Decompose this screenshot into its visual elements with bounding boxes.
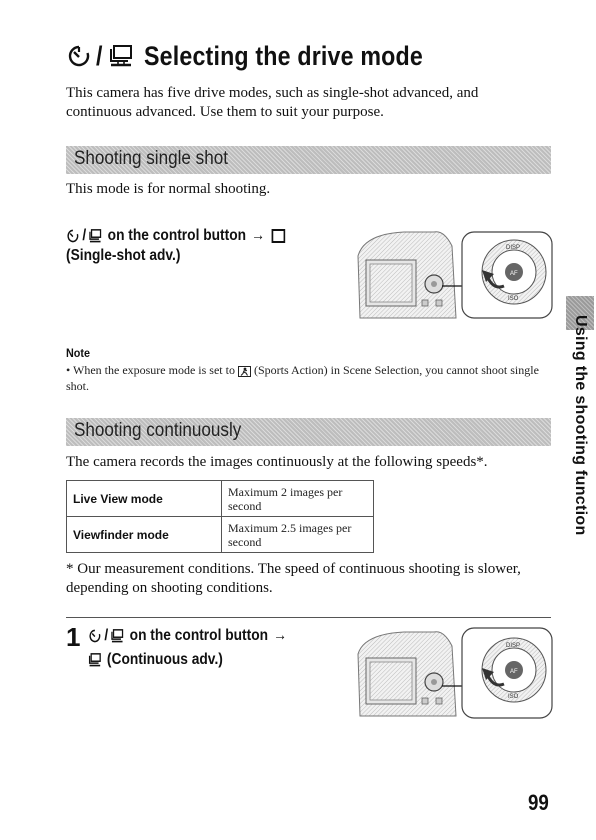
divider [66, 617, 551, 618]
step-mode-label: (Single-shot adv.) [66, 247, 181, 264]
camera-back-illustration [344, 626, 554, 724]
section-band-single-shot [66, 146, 551, 174]
note-text-after: (Sports Action) in Scene Selection, you cannot shoot single shot. [66, 363, 539, 393]
continuous-shooting-icon [88, 652, 102, 668]
continuous-step [66, 624, 320, 670]
dial-center-label: AF [510, 669, 518, 675]
table-cell-mode: Viewfinder mode [67, 517, 222, 553]
table-cell-speed: Maximum 2.5 images per second [222, 517, 374, 553]
section-band-continuous [66, 418, 551, 446]
step-separator: / [104, 627, 109, 644]
self-timer-icon [88, 628, 102, 644]
dial-bottom-label: ISO [508, 694, 519, 700]
self-timer-icon [66, 43, 92, 69]
intro-text: This camera has five drive modes, such as single-shot advanced, and continuous advanced. Use them to suit your purpose. [66, 85, 479, 120]
page-title-row [66, 38, 468, 74]
side-tab-text: Using the shooting function [572, 314, 589, 536]
note-body [66, 362, 546, 394]
speed-table [66, 480, 374, 553]
continuous-shooting-icon [111, 628, 125, 644]
table-row [67, 517, 374, 553]
continuous-description: The camera records the images continuously at the following speeds*. [66, 454, 488, 470]
step-arrow: → [273, 627, 288, 644]
dial-top-label: DISP [506, 245, 521, 251]
dial-center-label: AF [510, 271, 518, 277]
dial-top-label: DISP [506, 643, 521, 649]
title-separator: / [96, 40, 103, 71]
step-instruction: on the control button [130, 627, 269, 644]
side-tab-label [566, 314, 594, 536]
table-cell-speed: Maximum 2 images per second [222, 481, 374, 517]
self-timer-icon [66, 228, 80, 244]
section-heading-single-shot: Shooting single shot [74, 148, 229, 169]
step-number: 1 [66, 622, 81, 652]
page-number: 99 [528, 790, 549, 815]
step-instruction: on the control button [107, 227, 247, 244]
single-shot-description: This mode is for normal shooting. [66, 181, 271, 197]
dial-bottom-label: ISO [508, 296, 519, 302]
note-text-before: When the exposure mode is set to [73, 363, 235, 377]
camera-back-illustration [344, 226, 554, 328]
table-cell-mode: Live View mode [67, 481, 222, 517]
page-title: Selecting the drive mode [143, 40, 423, 71]
step-separator: / [82, 227, 87, 244]
single-shot-icon [272, 229, 286, 243]
step-arrow: → [251, 227, 265, 244]
sports-action-icon [238, 366, 251, 377]
section-heading-continuous: Shooting continuously [74, 420, 242, 441]
step-mode-label: (Continuous adv.) [107, 651, 224, 668]
note-heading: Note [66, 346, 91, 360]
continuous-shooting-icon [89, 228, 103, 244]
footnote: * Our measurement conditions. The speed of continuous shooting is slower, depending on shooting conditions. [66, 561, 521, 596]
single-shot-step [66, 226, 321, 266]
continuous-shooting-icon [108, 44, 134, 68]
note-bullet: • [66, 363, 71, 377]
table-row [67, 481, 374, 517]
